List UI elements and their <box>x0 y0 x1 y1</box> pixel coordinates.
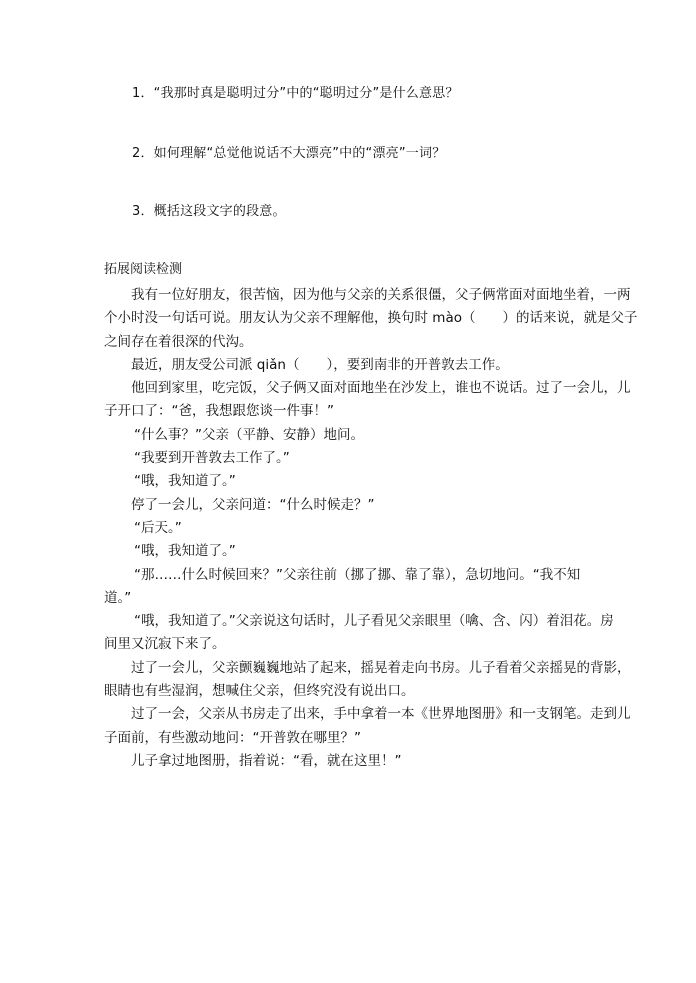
passage-line: 个小时没一句话可说。朋友认为父亲不理解他，换句时 mào（ ）的话来说，就是父子 <box>104 310 638 327</box>
passage-line: 儿子拿过地图册，指着说：“看，就在这里！” <box>131 752 402 769</box>
passage-line: 过了一会儿，父亲颤巍巍地站了起来，摇晃着走向书房。儿子看着父亲摇晃的背影， <box>131 659 631 676</box>
section-title: 拓展阅读检测 <box>104 262 183 277</box>
passage-line: “哦，我知道了。”父亲说这句话时，儿子看见父亲眼里（噙、含、闪）着泪花。房 <box>134 613 614 630</box>
passage-line: “我要到开普敦去工作了。” <box>134 450 290 467</box>
passage-line: “哦，我知道了。” <box>134 473 236 490</box>
passage-line: 停了一会儿，父亲问道：“什么时候走？” <box>131 496 375 513</box>
passage-line: 他回到家里，吃完饭，父子俩又面对面地坐在沙发上，谁也不说话。过了一会儿，儿 <box>131 380 631 397</box>
passage-line: 子开口了：“爸，我想跟您谈一件事！” <box>104 403 334 420</box>
passage-line: 道。” <box>104 589 132 606</box>
reading-passage <box>104 284 638 773</box>
passage-line: 子面前，有些激动地问：“开普敦在哪里？” <box>104 729 361 746</box>
passage-line: 眼睛也有些湿润，想喊住父亲，但终究没有说出口。 <box>104 683 415 700</box>
passage-line: 之间存在着很深的代沟。 <box>104 333 253 350</box>
passage-line: “后天。” <box>134 519 182 536</box>
passage-line: 我有一位好朋友，很苦恼，因为他与父亲的关系很僵，父子俩常面对面地坐着，一两 <box>131 287 631 303</box>
question-3: 3．概括这段文字的段意。 <box>132 204 286 219</box>
passage-line: 间里又沉寂下来了。 <box>104 636 226 653</box>
question-2: 2．如何理解“总觉他说话不大漂亮”中的“漂亮”一词？ <box>132 146 446 161</box>
passage-line: 最近，朋友受公司派 qiǎn（ ），要到南非的开普敦去工作。 <box>131 356 509 373</box>
passage-line: “哦，我知道了。” <box>134 543 236 560</box>
passage-line: “那……什么时候回来？”父亲往前（挪了挪、靠了靠），急切地问。“我不知 <box>134 566 581 583</box>
question-1: 1．“我那时真是聪明过分”中的“聪明过分”是什么意思？ <box>132 86 459 101</box>
passage-line: “什么事？”父亲（平静、安静）地问。 <box>134 426 364 443</box>
passage-line: 过了一会，父亲从书房走了出来，手中拿着一本《世界地图册》和一支钢笔。走到儿 <box>131 706 631 723</box>
